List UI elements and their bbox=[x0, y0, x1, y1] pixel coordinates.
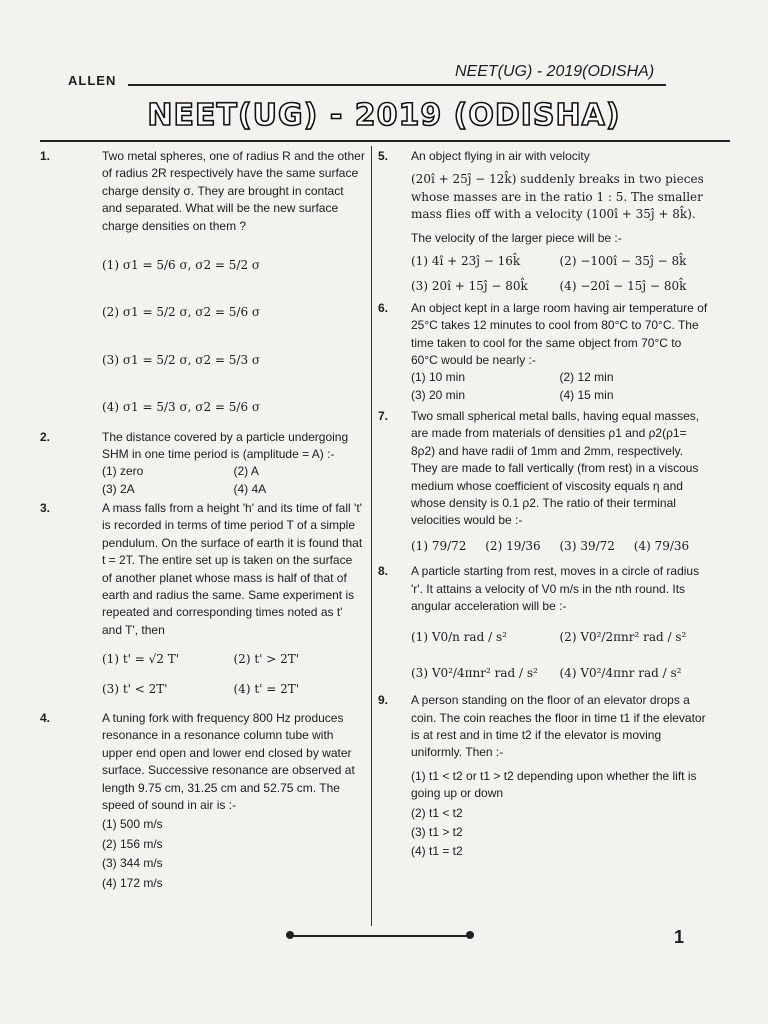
options-row bbox=[102, 681, 365, 698]
option: (4) 4A bbox=[233, 481, 267, 496]
question-number: 5. bbox=[378, 149, 389, 163]
option: (2) 12 min bbox=[559, 370, 614, 385]
option: (1) t1 < t2 or t1 > t2 depending upon whether the lift is going up or down bbox=[411, 768, 697, 801]
question-number: 2. bbox=[40, 429, 51, 444]
options-row bbox=[411, 387, 708, 404]
option: (2) V0²/2πnr² rad / s² bbox=[559, 630, 687, 645]
option: (2) t' > 2T' bbox=[233, 652, 300, 667]
options-row bbox=[411, 278, 708, 295]
question bbox=[378, 563, 708, 682]
option: (1) σ1 = 5/6 σ, σ2 = 5/2 σ bbox=[102, 257, 261, 272]
options-row bbox=[411, 369, 708, 386]
question bbox=[378, 148, 708, 296]
option: (4) −20î − 15ĵ − 80k̂ bbox=[559, 279, 687, 294]
question-stem: An object flying in air with velocity bbox=[411, 149, 590, 163]
question-number: 7. bbox=[378, 409, 389, 424]
left-column bbox=[40, 148, 365, 894]
options-row bbox=[102, 651, 365, 668]
question-stem: Two metal spheres, one of radius R and the other of radius 2R respectively have the same surface charge density σ. They are brought in contact and separated. What will be the new surface charge densities on them ? bbox=[102, 149, 365, 233]
title-rule bbox=[40, 140, 730, 142]
options-row bbox=[411, 629, 708, 646]
footer-dot bbox=[466, 931, 474, 939]
question-stem: (20î + 25ĵ − 12k̂) suddenly breaks in two pieces whose masses are in the ratio 1 : 5. The smaller mass flies off with a velocity (100î + 35ĵ + 8k̂). bbox=[411, 172, 704, 222]
option: (3) 39/72 bbox=[559, 538, 615, 553]
option: (3) 20î + 15ĵ − 80k̂ bbox=[411, 279, 528, 294]
right-column bbox=[378, 148, 708, 863]
question bbox=[40, 710, 365, 892]
question-stem: The velocity of the larger piece will be :- bbox=[411, 230, 622, 245]
question-stem: The distance covered by a particle undergoing SHM in one time period is (amplitude = A) :- bbox=[102, 429, 349, 461]
option: (3) V0²/4πnr² rad / s² bbox=[411, 665, 538, 680]
option: (3) 20 min bbox=[411, 387, 466, 402]
option: (3) 344 m/s bbox=[102, 856, 163, 871]
option: (2) t1 < t2 bbox=[411, 805, 463, 820]
publisher-logo: ALLEN bbox=[68, 73, 117, 88]
header-rule bbox=[128, 84, 666, 86]
question-stem: A particle starting from rest, moves in a circle of radius 'r'. It attains a velocity of V0 m/s in the nth round. Its angular acceleration will be :- bbox=[411, 564, 700, 613]
options-row bbox=[411, 538, 708, 555]
question-number: 4. bbox=[40, 710, 51, 725]
option: (2) 19/36 bbox=[485, 538, 541, 553]
option: (3) σ1 = 5/2 σ, σ2 = 5/3 σ bbox=[102, 352, 261, 367]
question-number: 1. bbox=[40, 149, 51, 163]
question-stem: Two small spherical metal balls, having equal masses, are made from materials of densities ρ1 and ρ2(ρ1= 8ρ2) and have radii of 1mm and 2mm, respectively. They are made to fall vertically (from rest) in a viscous medium whose coefficient of viscosity equals η and whose density is 0.1 ρ2. The ratio of their terminal velocities would be :- bbox=[411, 409, 700, 528]
option: (4) 79/36 bbox=[633, 538, 690, 553]
options-row bbox=[411, 665, 708, 682]
option: (1) zero bbox=[102, 464, 144, 479]
question bbox=[40, 429, 365, 499]
option: (1) 79/72 bbox=[411, 538, 467, 553]
option: (4) σ1 = 5/3 σ, σ2 = 5/6 σ bbox=[102, 400, 261, 415]
option: (1) t' = √2 T' bbox=[102, 652, 180, 667]
option: (3) t1 > t2 bbox=[411, 824, 463, 839]
options-row bbox=[102, 463, 365, 480]
option: (2) σ1 = 5/2 σ, σ2 = 5/6 σ bbox=[102, 305, 261, 320]
question-number: 3. bbox=[40, 501, 51, 516]
options-row bbox=[411, 253, 708, 270]
question bbox=[378, 408, 708, 555]
question-number: 6. bbox=[378, 300, 389, 315]
question bbox=[40, 500, 365, 698]
option: (4) t' = 2T' bbox=[233, 681, 300, 696]
question-number: 8. bbox=[378, 564, 389, 579]
question bbox=[378, 692, 708, 861]
question bbox=[40, 148, 365, 417]
question-stem: An object kept in a large room having air temperature of 25°C takes 12 minutes to cool from 80°C to 70°C. The time taken to cool for the same object from 70°C to 60°C would be nearly :- bbox=[411, 300, 708, 367]
question bbox=[378, 300, 708, 404]
option: (4) 172 m/s bbox=[102, 875, 163, 890]
option: (3) 2A bbox=[102, 481, 135, 496]
option: (2) A bbox=[233, 464, 259, 479]
question-number: 9. bbox=[378, 693, 389, 708]
column-divider bbox=[371, 146, 372, 926]
question-stem: A tuning fork with frequency 800 Hz produces resonance in a resonance column tube with upper end open and lower end closed by water surface. Successive resonance are observed at length 9.75 cm, 31.25 cm and 52.75 cm. The speed of sound in air is :- bbox=[102, 710, 355, 812]
option: (4) 15 min bbox=[559, 387, 614, 402]
question-stem: A person standing on the floor of an elevator drops a coin. The coin reaches the floor in time t1 if the elevator is at rest and in time t2 if the elevator is moving uniformly. Then :- bbox=[411, 693, 706, 760]
page-number: 1 bbox=[674, 927, 685, 947]
footer-rule bbox=[290, 935, 470, 937]
option: (4) t1 = t2 bbox=[411, 844, 463, 859]
option: (1) 500 m/s bbox=[102, 817, 163, 832]
page-title: NEET(UG) - 2019 (ODISHA) bbox=[147, 98, 621, 133]
option: (2) 156 m/s bbox=[102, 836, 163, 851]
option: (1) V0/n rad / s² bbox=[411, 630, 507, 645]
running-header: NEET(UG) - 2019(ODISHA) bbox=[455, 63, 655, 80]
question-stem: A mass falls from a height 'h' and its time of fall 't' is recorded in terms of time period T of a simple pendulum. On the surface of earth it is found that t = 2T. The entire set up is taken on the surface of another planet whose mass is half of that of earth and radius the same. Same experiment is repeated and corresponding times noted as t' and T', then bbox=[102, 501, 363, 637]
option: (3) t' < 2T' bbox=[102, 681, 168, 696]
option: (2) −100î − 35ĵ − 8k̂ bbox=[559, 253, 687, 268]
option: (1) 4î + 23ĵ − 16k̂ bbox=[411, 253, 521, 268]
options-row bbox=[102, 481, 365, 498]
option: (4) V0²/4πnr rad / s² bbox=[559, 665, 682, 680]
option: (1) 10 min bbox=[411, 370, 466, 385]
